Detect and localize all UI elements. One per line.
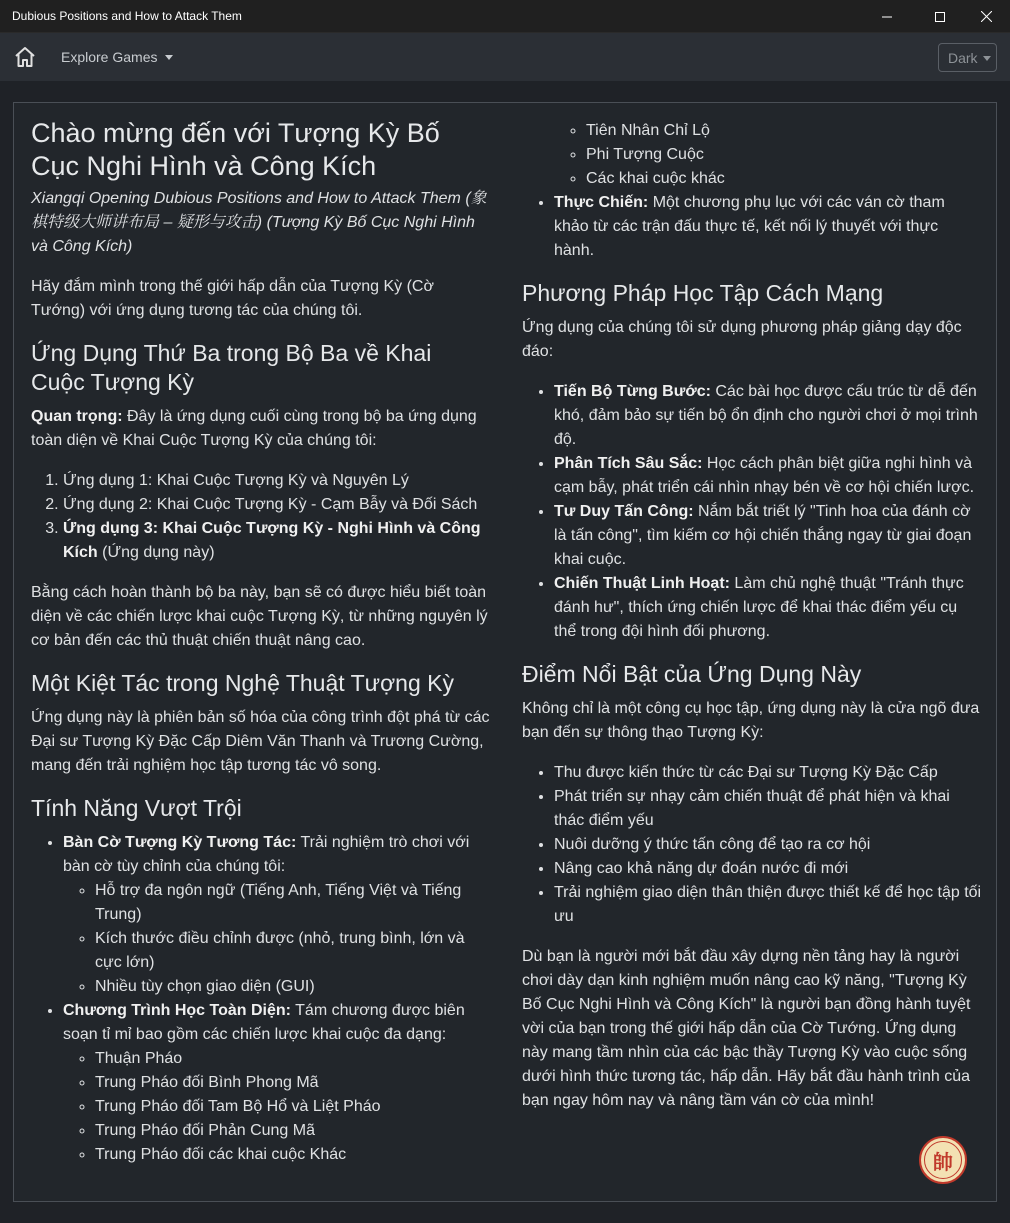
method-label: Tiến Bộ Từng Bước:	[554, 383, 711, 400]
important-label: Quan trọng:	[31, 408, 123, 425]
method-text: Làm chủ nghệ thuật "Tránh thực đánh hư", thích ứng chiến lược để khai thác điểm yếu cụ thể trong đội hình đối phương.	[554, 575, 964, 640]
list-item: ◦ Trung Pháo đối các khai cuộc Khác	[95, 1143, 491, 1167]
list-item: ◦ Trung Pháo đối Tam Bộ Hổ và Liệt Pháo	[95, 1095, 491, 1119]
masterpiece-text: Ứng dụng này là phiên bản số hóa của công trình đột phá từ các Đại sư Tượng Kỳ Đặc Cấp Diêm Văn Thanh và Trương Cường, mang đến trải nghiệm học tập tương tác vô song.	[31, 709, 490, 774]
highlights-heading: Điểm Nổi Bật của Ứng Dụng Này	[522, 661, 862, 687]
list-item	[554, 191, 982, 263]
app3-rest: (Ứng dụng này)	[97, 544, 215, 561]
maximize-icon	[935, 12, 945, 22]
page-subtitle: Xiangqi Opening Dubious Positions and How to Attack Them (象棋特级大师讲布局 – 疑形与攻击) (Tượng Kỳ Bố Cục Nghi Hình và Công Kích)	[31, 190, 487, 255]
method-text: Học cách phân biệt giữa nghi hình và cạm bẫy, phát triển cái nhìn nhạy bén về cơ hội chiến lược.	[554, 455, 975, 496]
maximize-button[interactable]	[917, 0, 963, 33]
list-item	[554, 119, 982, 191]
list-item: • Trải nghiệm giao diện thân thiện được thiết kế để học tập tối ưu	[554, 881, 982, 929]
feature-text: Một chương phụ lục với các ván cờ tham khảo từ các trận đấu thực tế, kết nối lý thuyết với thực hành.	[554, 194, 945, 259]
page-title: Chào mừng đến với Tượng Kỳ Bố Cục Nghi Hình và Công Kích	[31, 118, 440, 181]
highlights-list	[522, 761, 982, 929]
home-icon[interactable]	[13, 45, 37, 69]
series-outro: Bằng cách hoàn thành bộ ba này, bạn sẽ có được hiểu biết toàn diện về các chiến lược khai cuộc Tượng Kỳ, từ những nguyên lý cơ bản đến các thủ thuật chiến thuật nâng cao.	[31, 584, 488, 649]
list-item: ◦ Kích thước điều chỉnh được (nhỏ, trung bình, lớn và cực lớn)	[95, 927, 491, 975]
important-note	[31, 405, 491, 453]
close-button[interactable]	[963, 0, 1009, 33]
list-item	[554, 572, 982, 644]
method-label: Chiến Thuật Linh Hoạt:	[554, 575, 730, 592]
list-item: 1. Ứng dụng 1: Khai Cuộc Tượng Kỳ và Nguyên Lý	[63, 469, 491, 493]
feature-text: Tám chương được biên soạn tỉ mỉ bao gồm các chiến lược khai cuộc đa dạng:	[63, 1002, 465, 1043]
xiangqi-general-button[interactable]	[919, 1136, 967, 1184]
theme-label: Dark	[948, 49, 978, 66]
list-item: ◦ Phi Tượng Cuộc	[586, 143, 982, 167]
general-piece-char: 帥	[933, 1149, 953, 1174]
highlights-intro: Không chỉ là một công cụ học tập, ứng dụng này là cửa ngõ đưa bạn đến sự thông thạo Tượng Kỳ:	[522, 700, 980, 741]
list-item	[63, 517, 491, 565]
theme-dropdown[interactable]	[938, 43, 997, 72]
list-item: ◦ Thuận Pháo	[95, 1047, 491, 1071]
chevron-down-icon	[165, 55, 173, 60]
list-item: ◦ Hỗ trợ đa ngôn ngữ (Tiếng Anh, Tiếng Việt và Tiếng Trung)	[95, 879, 491, 927]
methods-list	[522, 380, 982, 644]
method-heading: Phương Pháp Học Tập Cách Mạng	[522, 280, 884, 306]
apps-list	[31, 469, 491, 565]
features-heading: Tính Năng Vượt Trội	[31, 795, 242, 821]
intro-text: Hãy đắm mình trong thế giới hấp dẫn của Tượng Kỳ (Cờ Tướng) với ứng dụng tương tác của chúng tôi.	[31, 278, 434, 319]
closing-text: Dù bạn là người mới bắt đầu xây dựng nền tảng hay là người chơi dày dạn kinh nghiệm muốn nâng cao kỹ năng, "Tượng Kỳ Bố Cục Nghi Hình và Công Kích" là người bạn đồng hành tuyệt vời của bạn trong thế giới hấp dẫn của Cờ Tướng. Ứng dụng này mang tầm nhìn của các bậc thầy Tượng Kỳ vào cuộc sống dưới hình thức tương tác, hấp dẫn. Hãy bắt đầu hành trình của bạn ngay hôm nay và nâng tầm ván cờ của mình!	[522, 948, 971, 1109]
important-text: Đây là ứng dụng cuối cùng trong bộ ba ứng dụng toàn diện về Khai Cuộc Tượng Kỳ của chúng tôi:	[31, 408, 477, 449]
window-title: Dubious Positions and How to Attack Them	[12, 9, 242, 23]
list-item: ◦ Tiên Nhân Chỉ Lộ	[586, 119, 982, 143]
method-label: Phân Tích Sâu Sắc:	[554, 455, 703, 472]
list-item: • Nâng cao khả năng dự đoán nước đi mới	[554, 857, 982, 881]
features-list-continued	[522, 119, 982, 191]
features-list	[31, 831, 491, 1167]
list-item	[554, 452, 982, 500]
content-panel	[13, 102, 997, 1202]
minimize-icon	[882, 12, 892, 22]
explore-games-label: Explore Games	[61, 49, 158, 65]
feature-label: Thực Chiến:	[554, 194, 649, 211]
feature-label: Bàn Cờ Tượng Kỳ Tương Tác:	[63, 834, 297, 851]
feature-text: Trải nghiệm trò chơi với bàn cờ tùy chỉnh của chúng tôi:	[63, 834, 470, 875]
list-item: 2. Ứng dụng 2: Khai Cuộc Tượng Kỳ - Cạm Bẫy và Đối Sách	[63, 493, 491, 517]
window-titlebar	[0, 0, 1010, 33]
app3-bold: Ứng dụng 3: Khai Cuộc Tượng Kỳ - Nghi Hình và Công Kích	[63, 520, 481, 561]
list-item	[63, 831, 491, 999]
explore-games-dropdown[interactable]	[61, 49, 173, 65]
left-column	[31, 117, 491, 1183]
feature-label: Chương Trình Học Toàn Diện:	[63, 1002, 291, 1019]
masterpiece-heading: Một Kiệt Tác trong Nghệ Thuật Tượng Kỳ	[31, 670, 454, 696]
list-item	[554, 500, 982, 572]
method-text: Các bài học được cấu trúc từ dễ đến khó, đảm bảo sự tiến bộ ổn định cho người chơi ở mọi trình độ.	[554, 383, 978, 448]
chevron-down-icon	[983, 56, 991, 61]
list-item: ◦ Trung Pháo đối Bình Phong Mã	[95, 1071, 491, 1095]
list-item: ◦ Các khai cuộc khác	[586, 167, 982, 191]
close-icon	[981, 11, 992, 22]
method-text: Nắm bắt triết lý "Tinh hoa của đánh cờ là tấn công", tìm kiếm cơ hội chiến thắng ngay từ giai đoạn khai cuộc.	[554, 503, 972, 568]
general-piece-icon	[924, 1141, 962, 1179]
list-item	[554, 380, 982, 452]
list-item	[63, 999, 491, 1167]
method-intro: Ứng dụng của chúng tôi sử dụng phương pháp giảng dạy độc đáo:	[522, 319, 962, 360]
series-heading: Ứng Dụng Thứ Ba trong Bộ Ba về Khai Cuộc Tượng Kỳ	[31, 340, 432, 395]
list-item: • Nuôi dưỡng ý thức tấn công để tạo ra cơ hội	[554, 833, 982, 857]
list-item: • Phát triển sự nhạy cảm chiến thuật để phát hiện và khai thác điểm yếu	[554, 785, 982, 833]
method-label: Tư Duy Tấn Công:	[554, 503, 694, 520]
list-item: ◦ Trung Pháo đối Phản Cung Mã	[95, 1119, 491, 1143]
list-item: • Thu được kiến thức từ các Đại sư Tượng Kỳ Đặc Cấp	[554, 761, 982, 785]
list-item: ◦ Nhiều tùy chọn giao diện (GUI)	[95, 975, 491, 999]
right-column	[522, 119, 982, 1129]
features-list-tail	[522, 191, 982, 263]
navbar	[0, 33, 1010, 81]
minimize-button[interactable]	[864, 0, 910, 33]
